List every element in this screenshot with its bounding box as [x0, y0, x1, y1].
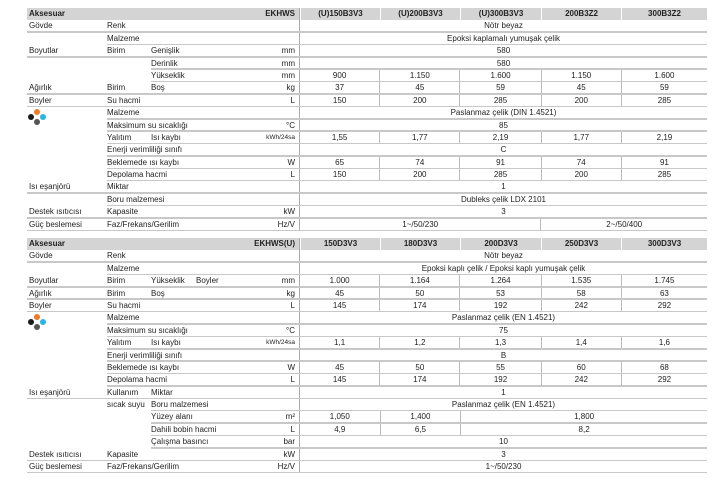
table-row	[27, 449, 707, 461]
sub-property-label: Yükseklik	[151, 70, 185, 80]
property-label: Yalıtım	[107, 338, 132, 348]
group-label: Boyutlar	[29, 276, 59, 286]
value-cell: 3	[501, 207, 506, 217]
property-label: Yalıtım	[107, 132, 132, 142]
group-label: Destek ısıtıcısı	[29, 449, 82, 459]
table-row	[27, 337, 707, 349]
value-cell: Paslanmaz çelik (EN 1.4521)	[451, 313, 556, 323]
property-label: Birim	[107, 83, 126, 93]
value-cell: 150	[332, 95, 347, 105]
value-cell: 1,4	[541, 337, 621, 349]
value-cell: 1,050	[329, 412, 350, 422]
table-row	[27, 399, 707, 411]
value-cell: B	[500, 350, 507, 360]
value-cell: 63	[621, 288, 707, 300]
unit-label: mm	[281, 58, 295, 68]
sub-property-label: Boyler	[196, 276, 219, 286]
table-row	[27, 144, 707, 156]
table-row	[27, 350, 707, 362]
table-header	[27, 238, 707, 250]
value-cell: 58	[541, 288, 621, 300]
table-row	[27, 411, 707, 423]
property-label: Kapasite	[107, 449, 139, 459]
spec-table-ekhws	[27, 8, 707, 231]
table-row	[27, 436, 707, 448]
table-row	[27, 181, 707, 193]
value-cell: Nötr beyaz	[484, 251, 523, 261]
table-row	[27, 387, 707, 399]
table-row	[27, 325, 707, 337]
property-label: Birim	[107, 46, 126, 56]
unit-label: m²	[285, 412, 295, 422]
unit-label: Hz/V	[277, 462, 295, 472]
property-label: Boru malzemesi	[107, 194, 165, 204]
table-row	[27, 219, 707, 231]
value-cell: 192	[459, 300, 540, 312]
value-cell: 10	[499, 437, 508, 447]
value-cell: 285	[459, 95, 540, 107]
table-row	[27, 58, 707, 70]
sub-property-label: Isı kaybı	[151, 338, 181, 348]
value-cell: 1,6	[621, 337, 707, 349]
row-divider	[27, 230, 707, 232]
value-cell: 1.150	[541, 70, 621, 82]
value-cell: 1~/50/230	[402, 219, 439, 229]
value-cell: 2,19	[621, 132, 707, 144]
value-cell: 1,800	[460, 411, 707, 423]
property-label: Maksimum su sıcaklığı	[107, 325, 188, 335]
table-row	[27, 424, 707, 436]
unit-label: mm	[281, 46, 295, 56]
sub-property-label: Boş	[151, 288, 165, 298]
property-label: Kapasite	[107, 207, 139, 217]
table-row	[27, 82, 707, 94]
value-cell: 1.600	[621, 70, 707, 82]
value-cell: 37	[335, 83, 345, 93]
unit-label: W	[287, 157, 295, 167]
table-row	[27, 20, 707, 32]
value-cell: 50	[379, 288, 459, 300]
unit-label: kWh/24sa	[266, 339, 295, 347]
property-label: Faz/Frekans/Gerilim	[107, 462, 180, 472]
value-cell: Epoksi kaplı çelik / Epoksi kaplı yumuşak çelik	[421, 263, 586, 273]
group-label: Isı eşanjörü	[29, 182, 71, 192]
value-cell: 200	[541, 169, 621, 181]
value-cell: 174	[379, 374, 459, 386]
value-cell: Paslanmaz çelik (EN 1.4521)	[451, 400, 556, 410]
model-header: 200D3V3	[460, 238, 541, 250]
value-cell: 150	[332, 170, 347, 180]
value-cell: 1,77	[379, 132, 459, 144]
group-label: Güç beslemesi	[29, 462, 82, 472]
property-label: Malzeme	[107, 108, 140, 118]
property-label: Malzeme	[107, 313, 140, 323]
value-cell: 60	[541, 362, 621, 374]
sub-property-label: Genişlik	[151, 46, 180, 56]
value-cell: 200	[541, 95, 621, 107]
table-row	[27, 288, 707, 300]
unit-label: L	[290, 95, 295, 105]
value-cell: 1~/50/230	[485, 462, 522, 472]
sub-property-label: Yükseklik	[151, 276, 185, 286]
value-cell: 8,2	[460, 424, 707, 436]
value-cell: 200	[379, 169, 459, 181]
group-label: Ağırlık	[29, 288, 52, 298]
model-header: (U)300B3V3	[460, 8, 541, 20]
unit-label: kW	[283, 449, 295, 459]
unit-label: °C	[286, 120, 295, 130]
value-cell: 6,5	[380, 424, 461, 436]
unit-label: L	[290, 424, 295, 434]
table-row	[27, 312, 707, 324]
value-cell: 1,3	[459, 337, 540, 349]
value-cell: C	[500, 145, 507, 155]
property-label: Kullanım	[107, 387, 139, 397]
value-cell: 1,1	[334, 338, 346, 348]
value-cell: 75	[499, 325, 508, 335]
property-label: Miktar	[107, 182, 129, 192]
table-row	[27, 374, 707, 386]
value-cell: 242	[541, 374, 621, 386]
header-series: EKHWS	[265, 9, 295, 18]
property-label: Su hacmi	[107, 300, 141, 310]
value-cell: 74	[541, 157, 621, 169]
sub-property-label: Derinlik	[151, 58, 178, 68]
value-cell: 292	[621, 300, 707, 312]
value-cell: 285	[459, 169, 540, 181]
model-header: 250D3V3	[541, 238, 621, 250]
group-label: Boyler	[29, 300, 52, 310]
value-cell: 1.535	[541, 275, 621, 287]
property-label: Faz/Frekans/Gerilim	[107, 219, 180, 229]
property-label: Enerji verimliliği sınıfı	[107, 350, 183, 360]
sub-property-label: Çalışma basıncı	[151, 437, 209, 447]
unit-label: kg	[286, 288, 295, 298]
value-cell: 292	[621, 374, 707, 386]
boiler-icon	[28, 314, 46, 330]
sub-property-label: Miktar	[151, 387, 173, 397]
unit-label: °C	[286, 325, 295, 335]
group-label: Ağırlık	[29, 83, 52, 93]
property-label: Renk	[107, 251, 126, 261]
value-cell: 1	[501, 387, 506, 397]
value-cell: 200	[379, 95, 459, 107]
value-cell: 1.264	[459, 275, 540, 287]
value-cell: 1.745	[621, 275, 707, 287]
unit-label: L	[290, 170, 295, 180]
value-cell: Epoksi kaplamalı yumuşak çelik	[447, 33, 560, 43]
table-header	[27, 8, 707, 20]
sub-property-label: Dahili bobin hacmi	[151, 424, 217, 434]
value-cell: 45	[335, 362, 345, 372]
property-label: Malzeme	[107, 263, 140, 273]
value-cell: 242	[541, 300, 621, 312]
sub-property-label: Yüzey alanı	[151, 412, 193, 422]
header-label: Aksesuar	[29, 239, 66, 248]
property-label: Renk	[107, 21, 126, 31]
value-cell: 45	[379, 82, 459, 94]
value-cell: 4,9	[334, 424, 346, 434]
value-cell: 580	[496, 58, 511, 68]
property-label: sıcak suyu	[107, 400, 145, 410]
unit-label: kg	[286, 83, 295, 93]
value-cell: 65	[335, 157, 345, 167]
unit-label: W	[287, 362, 295, 372]
unit-label: L	[290, 300, 295, 310]
property-label: Birim	[107, 288, 126, 298]
value-cell: 192	[459, 374, 540, 386]
group-label: Boyler	[29, 95, 52, 105]
value-cell: 45	[335, 288, 345, 298]
value-cell: 53	[459, 288, 540, 300]
sub-property-label: Boş	[151, 83, 165, 93]
model-header: 200B3Z2	[541, 8, 621, 20]
value-cell: 1	[501, 182, 506, 192]
property-label: Beklemede ısı kaybı	[107, 362, 180, 372]
value-cell: 59	[459, 82, 540, 94]
table-row	[27, 461, 707, 473]
table-row	[27, 194, 707, 206]
value-cell: 3	[501, 449, 506, 459]
model-header: (U)150B3V3	[300, 8, 380, 20]
unit-label: kW	[283, 207, 295, 217]
group-label: Boyutlar	[29, 46, 59, 56]
property-label: Depolama hacmi	[107, 170, 168, 180]
group-label: Isı eşanjörü	[29, 387, 71, 397]
value-cell: 145	[332, 300, 347, 310]
table-row	[27, 132, 707, 144]
unit-label: kWh/24sa	[266, 133, 295, 141]
value-cell: 1.000	[329, 276, 350, 286]
header-series: EKHWS(U)	[254, 239, 295, 248]
value-cell: 2~/50/400	[540, 219, 707, 231]
table-row	[27, 300, 707, 312]
value-cell: Nötr beyaz	[484, 21, 523, 31]
value-cell: 2,19	[459, 132, 540, 144]
value-cell: 1,2	[379, 337, 459, 349]
unit-label: mm	[281, 276, 295, 286]
table-row	[27, 70, 707, 82]
model-header: (U)200B3V3	[380, 8, 460, 20]
property-label: Malzeme	[107, 33, 140, 43]
model-header: 150D3V3	[300, 238, 380, 250]
table-row	[27, 250, 707, 262]
table-row	[27, 275, 707, 287]
table-row	[27, 169, 707, 181]
unit-label: L	[290, 375, 295, 385]
property-label: Enerji verimliliği sınıfı	[107, 145, 183, 155]
header-label: Aksesuar	[29, 9, 66, 18]
value-cell: 174	[379, 300, 459, 312]
group-label: Güç beslemesi	[29, 219, 82, 229]
model-header: 180D3V3	[380, 238, 460, 250]
value-cell: 68	[621, 362, 707, 374]
value-cell: 50	[379, 362, 459, 374]
property-label: Su hacmi	[107, 95, 141, 105]
value-cell: Dubleks çelik LDX 2101	[461, 194, 546, 204]
table-row	[27, 33, 707, 45]
value-cell: 145	[332, 375, 347, 385]
row-divider	[27, 472, 707, 474]
table-row	[27, 157, 707, 169]
group-label: Destek ısıtıcısı	[29, 207, 82, 217]
value-cell: 59	[621, 82, 707, 94]
group-label: Gövde	[29, 251, 53, 261]
value-cell: 580	[496, 46, 511, 56]
table-row	[27, 362, 707, 374]
value-cell: 55	[459, 362, 540, 374]
property-label: Depolama hacmi	[107, 375, 168, 385]
property-label: Beklemede ısı kaybı	[107, 157, 180, 167]
table-row	[27, 95, 707, 107]
group-label: Gövde	[29, 21, 53, 31]
value-cell: 91	[621, 157, 707, 169]
property-label: Maksimum su sıcaklığı	[107, 120, 188, 130]
value-cell: 285	[621, 95, 707, 107]
table-row	[27, 120, 707, 132]
table-row	[27, 107, 707, 119]
value-cell: 1,400	[380, 411, 461, 423]
sub-property-label: Boru malzemesi	[151, 400, 209, 410]
sub-property-label: Isı kaybı	[151, 132, 181, 142]
value-cell: 1,77	[541, 132, 621, 144]
value-cell: 45	[541, 82, 621, 94]
table-row	[27, 45, 707, 57]
value-cell: 285	[621, 169, 707, 181]
value-cell: 1.164	[379, 275, 459, 287]
model-header: 300D3V3	[621, 238, 707, 250]
spec-table-ekhwsu	[27, 238, 707, 473]
model-header: 300B3Z2	[621, 8, 707, 20]
unit-label: Hz/V	[277, 219, 295, 229]
value-cell: 900	[332, 70, 347, 80]
unit-label: mm	[281, 70, 295, 80]
value-cell: 85	[499, 120, 508, 130]
value-cell: 1,55	[331, 132, 348, 142]
value-cell: Paslanmaz çelik (DIN 1.4521)	[450, 108, 557, 118]
table-row	[27, 206, 707, 218]
unit-label: bar	[283, 437, 295, 447]
table-row	[27, 263, 707, 275]
value-cell: 1.600	[459, 70, 540, 82]
boiler-icon	[28, 109, 46, 125]
property-label: Birim	[107, 276, 126, 286]
value-cell: 91	[459, 157, 540, 169]
value-cell: 1.150	[379, 70, 459, 82]
value-cell: 74	[379, 157, 459, 169]
